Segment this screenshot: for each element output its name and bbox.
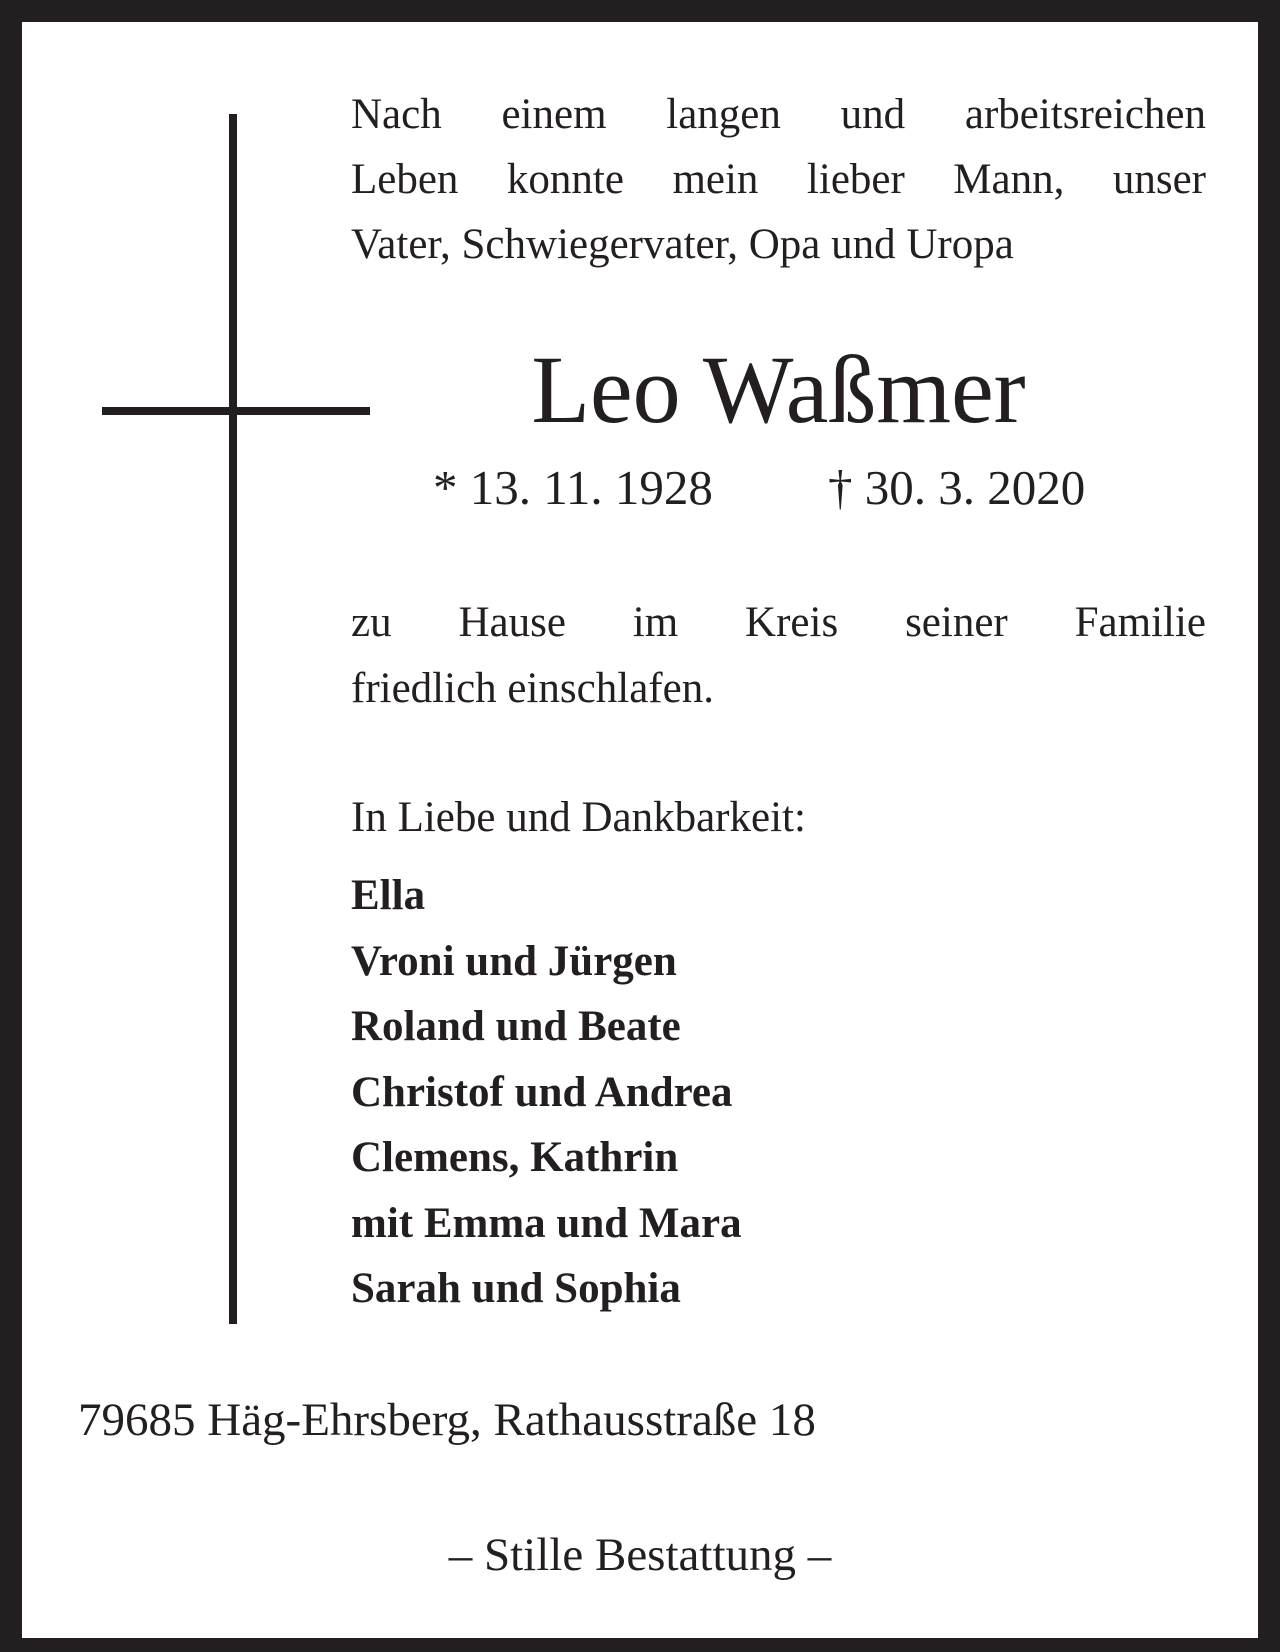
thanks-line: In Liebe und Dankbarkeit: [351,794,806,841]
funeral-note: – Stille Bestattung – [448,1529,832,1581]
birth-date: * 13. 11. 1928 [433,460,713,515]
mourner-name: Sarah und Sophia [351,1265,681,1312]
passage-text [351,590,1206,722]
intro-line: Vater, Schwiegervater, Opa und Uropa [351,221,1014,268]
mourner-name: Roland und Beate [351,1003,681,1050]
cross-horizontal-bar [102,407,370,415]
mourner-name: Clemens, Kathrin [351,1134,679,1181]
intro-line: Leben konnte mein lieber Mann, unser [351,156,1206,203]
mourner-name: Vroni und Jürgen [351,937,677,985]
passage-line: zu Hause im Kreis seiner Familie [351,599,1206,646]
deceased-name: Leo Waßmer [531,336,1026,443]
mourner-name: mit Emma und Mara [351,1199,742,1247]
mourner-name: Ella [351,872,426,919]
cross-vertical-bar [229,114,237,1324]
intro-text [351,82,1206,277]
passage-line: friedlich einschlafen. [351,665,714,712]
intro-line: Nach einem langen und arbeitsreichen [351,91,1206,138]
death-date: † 30. 3. 2020 [828,460,1086,515]
address-line: 79685 Häg-Ehrsberg, Rathausstraße 18 [78,1394,816,1446]
mourners-list [351,863,742,1322]
mourner-name: Christof und Andrea [351,1068,733,1116]
